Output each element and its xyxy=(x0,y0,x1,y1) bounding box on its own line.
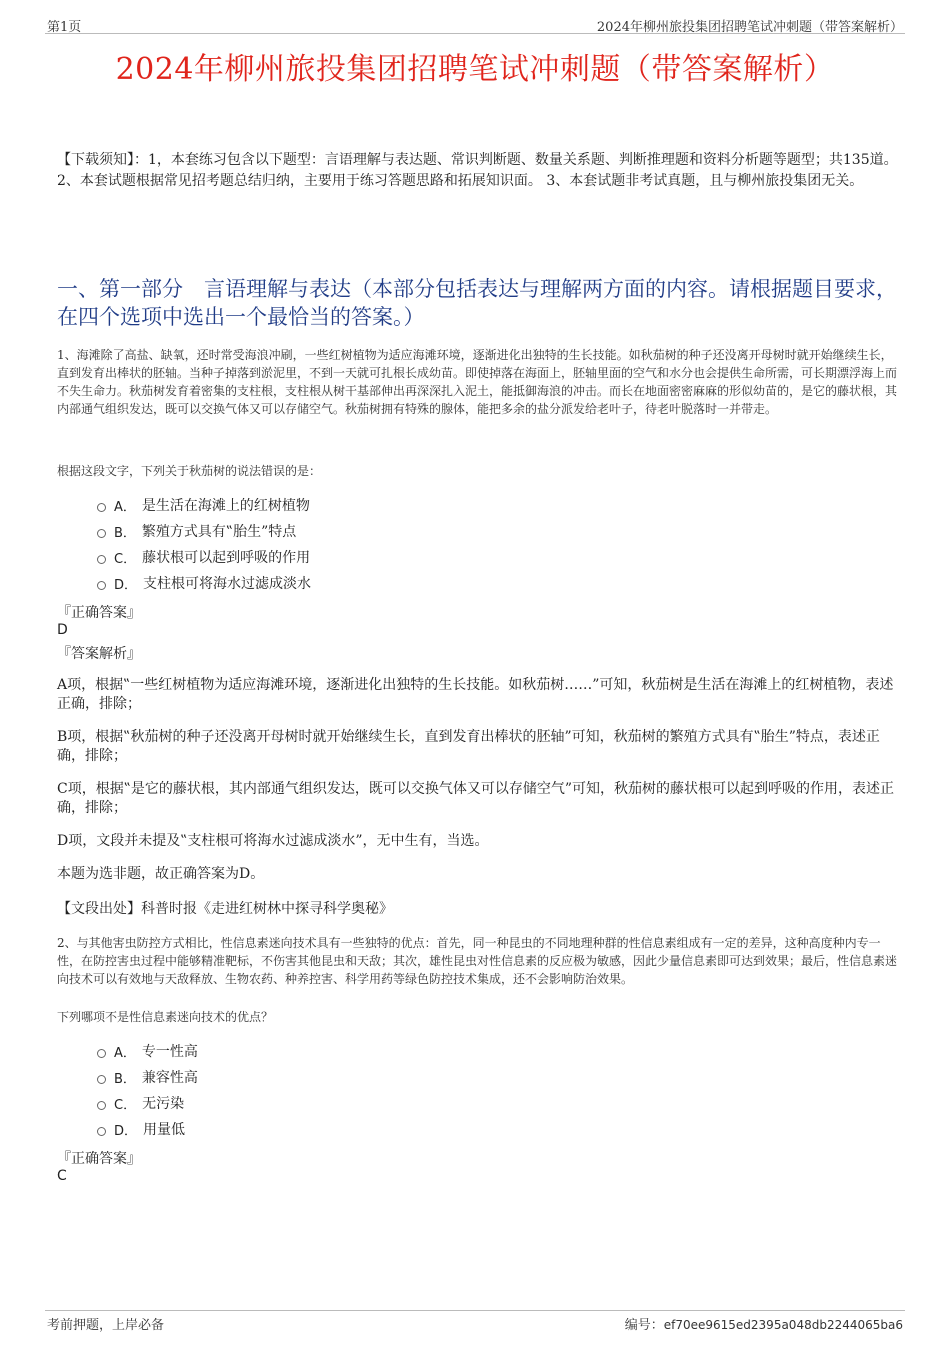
running-header-title: 2024年柳州旅投集团招聘笔试冲刺题（带答案解析） xyxy=(596,20,903,35)
answer-value: C xyxy=(57,1168,67,1184)
radio-icon[interactable] xyxy=(97,1049,106,1058)
footer-code xyxy=(625,1314,903,1333)
radio-icon[interactable] xyxy=(97,1127,106,1136)
radio-icon[interactable] xyxy=(97,555,106,564)
footer-code-label: 编号： xyxy=(624,1318,664,1333)
page-number: 第1页 xyxy=(47,20,82,35)
radio-icon[interactable] xyxy=(97,1101,106,1110)
source-citation: 【文段出处】科普时报《走进红树林中探寻科学奥秘》 xyxy=(57,901,393,917)
explanation-c: C项，根据‟是它的藤状根，其内部通气组织发达，既可以交换气体又可以存储空气”可知，秋茄树的藤状根可以起到呼吸的作用，表述正确，排除； xyxy=(57,781,895,816)
answer-label: 『正确答案』 xyxy=(57,1151,141,1167)
question-2-prompt: 下列哪项不是性信息素迷向技术的优点？ xyxy=(57,1010,274,1024)
question-1-stem: 1、海滩除了高盐、缺氧，还时常受海浪冲刷，一些红树植物为适应海滩环境，逐渐进化出独特的生长技能。如秋茄树的种子还没离开母树时就开始继续生长，直到发育出棒状的胚轴。当种子掉落到淤泥里，不到一天就可扎根长成幼苗。即使掉落在海面上，胚轴里面的空气和水分也会提供生命所需，可长期漂浮海上而不失生命力。秋茄树发育着密集的支柱根，支柱根从树干基部伸出再深深扎入泥土，能抵御海浪的冲击。而长在地面密密麻麻的形似幼苗的，是它的藤状根，其内部通气组织发达，既可以交换气体又可以存储空气。秋茄树拥有特殊的腺体，能把多余的盐分派发给老叶子，待老叶脱落时一并带走。 xyxy=(57,348,898,416)
question-2-options xyxy=(97,1040,198,1140)
explanation-d: D项，文段并未提及‟支柱根可将海水过滤成淡水”，无中生有，当选。 xyxy=(57,833,489,849)
radio-icon[interactable] xyxy=(97,529,106,538)
section-heading: 一、第一部分 言语理解与表达（本部分包括表达与理解两方面的内容。请根据题目要求，在四个选项中选出一个最恰当的答案。） xyxy=(57,277,897,329)
explanation-b: B项，根据‟秋茄树的种子还没离开母树时就开始继续生长，直到发育出棒状的胚轴”可知，秋茄树的繁殖方式具有‟胎生”特点，表述正确，排除； xyxy=(57,729,880,764)
explanation-a: A项，根据‟一些红树植物为适应海滩环境，逐渐进化出独特的生长技能。如秋茄树……”可知，秋茄树是生活在海滩上的红树植物，表述正确，排除； xyxy=(57,677,894,712)
option-d[interactable]: D． 支柱根可将海水过滤成淡水 xyxy=(97,572,311,594)
question-1-options xyxy=(97,494,311,594)
radio-icon[interactable] xyxy=(97,503,106,512)
option-c[interactable]: C． 藤状根可以起到呼吸的作用 xyxy=(97,546,311,568)
radio-icon[interactable] xyxy=(97,581,106,590)
question-1-prompt: 根据这段文字，下列关于秋茄树的说法错误的是： xyxy=(57,464,322,478)
option-c[interactable]: C． 无污染 xyxy=(97,1092,198,1114)
answer-label: 『正确答案』 xyxy=(57,605,141,621)
header-divider xyxy=(45,33,905,34)
analysis-label: 『答案解析』 xyxy=(57,646,141,662)
footer-divider xyxy=(45,1310,905,1311)
footer-slogan: 考前押题，上岸必备 xyxy=(47,1318,165,1333)
document-title: 2024年柳州旅投集团招聘笔试冲刺题（带答案解析） xyxy=(115,52,835,87)
answer-value: D xyxy=(57,622,68,638)
option-d[interactable]: D． 用量低 xyxy=(97,1118,198,1140)
radio-icon[interactable] xyxy=(97,1075,106,1084)
option-b[interactable]: B． 繁殖方式具有‟胎生”特点 xyxy=(97,520,311,542)
option-b[interactable]: B． 兼容性高 xyxy=(97,1066,198,1088)
question-2-stem: 2、与其他害虫防控方式相比，性信息素迷向技术具有一些独特的优点：首先，同一种昆虫的不同地理种群的性信息素组成有一定的差异，这种高度种内专一性，在防控害虫过程中能够精准靶标，不伤害其他昆虫和天敌；其次，雄性昆虫对性信息素的反应极为敏感，因此少量信息素即可达到效果；最后，性信息素迷向技术可以有效地与天敌释放、生物农药、种养控害、科学用药等绿色防控技术集成，还不会影响防治效果。 xyxy=(57,936,898,986)
footer-code-value: ef70ee9615ed2395a048db2244065ba6 xyxy=(663,1318,903,1332)
option-a[interactable]: A． 是生活在海滩上的红树植物 xyxy=(97,494,311,516)
explanation-conclusion: 本题为选非题，故正确答案为D。 xyxy=(57,866,265,882)
download-notice: 【下载须知】：1，本套练习包含以下题型：言语理解与表达题、常识判断题、数量关系题、判断推理题和资料分析题等题型；共135道。 2、本套试题根据常见招考题总结归纳，主要用于练习答题思路和拓展知识面。 3、本套试题非考试真题，且与柳州旅投集团无关。 xyxy=(57,152,898,189)
option-a[interactable]: A． 专一性高 xyxy=(97,1040,198,1062)
